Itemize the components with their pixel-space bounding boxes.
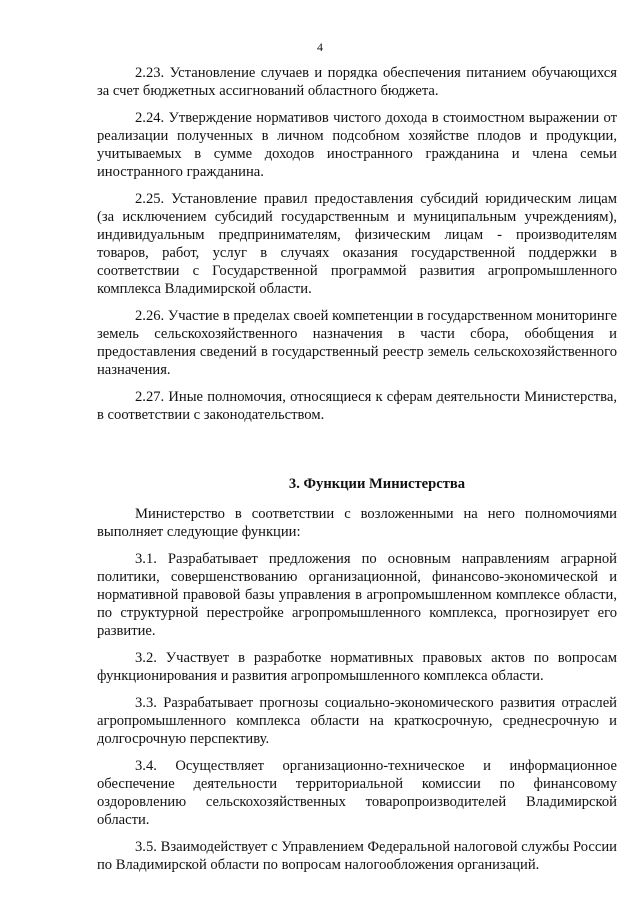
paragraph-3-1: 3.1. Разрабатывает предложения по основным направлениям аграрной политики, совершенствованию организационной, финансово-экономической и нормативной правовой базы управления в агропромышленном комплексе области, по структурной перестройке агропромышленного комплекса, прогнозирует его развитие. xyxy=(97,551,617,639)
paragraph-3-2: 3.2. Участвует в разработке нормативных правовых актов по вопросам функционирования и развития агропромышленного комплекса области. xyxy=(97,650,617,684)
paragraph-2-24: 2.24. Утверждение нормативов чистого дохода в стоимостном выражении от реализации полученных в личном подсобном хозяйстве плодов и продукции, учитываемых в сумме доходов иностранного гражданина и члена семьи иностранного гражданина. xyxy=(97,110,617,180)
section-intro: Министерство в соответствии с возложенными на него полномочиями выполняет следующие функции: xyxy=(97,506,617,540)
page-number: 4 xyxy=(317,40,323,54)
document-body xyxy=(97,64,617,883)
paragraph-2-26: 2.26. Участие в пределах своей компетенции в государственном мониторинге земель сельскохозяйственного назначения в части сбора, обобщения и предоставления сведений в государственный реестр земель сельскохозяйственного назначения. xyxy=(97,308,617,378)
paragraph-2-23: 2.23. Установление случаев и порядка обеспечения питанием обучающихся за счет бюджетных ассигнований областного бюджета. xyxy=(97,65,617,99)
paragraph-3-4: 3.4. Осуществляет организационно-техническое и информационное обеспечение деятельности территориальной комиссии по финансовому оздоровлению сельскохозяйственных товаропроизводителей Владимирской области. xyxy=(97,758,617,828)
paragraph-3-5: 3.5. Взаимодействует с Управлением Федеральной налоговой службы России по Владимирской области по вопросам налогообложения организаций. xyxy=(97,839,617,873)
paragraph-2-27: 2.27. Иные полномочия, относящиеся к сферам деятельности Министерства, в соответствии с законодательством. xyxy=(97,389,617,423)
paragraph-3-3: 3.3. Разрабатывает прогнозы социально-экономического развития отраслей агропромышленного комплекса области на краткосрочную, среднесрочную и долгосрочную перспективу. xyxy=(97,695,617,747)
paragraph-2-25: 2.25. Установление правил предоставления субсидий юридическим лицам (за исключением субсидий государственным и муниципальным учреждениям), индивидуальным предпринимателям, физическим лицам - производителям товаров, работ, услуг в случаях оказания государственной поддержки в соответствии с Государственной программой развития агропромышленного комплекса Владимирской области. xyxy=(97,191,617,297)
section-heading: 3. Функции Министерства xyxy=(288,476,466,492)
